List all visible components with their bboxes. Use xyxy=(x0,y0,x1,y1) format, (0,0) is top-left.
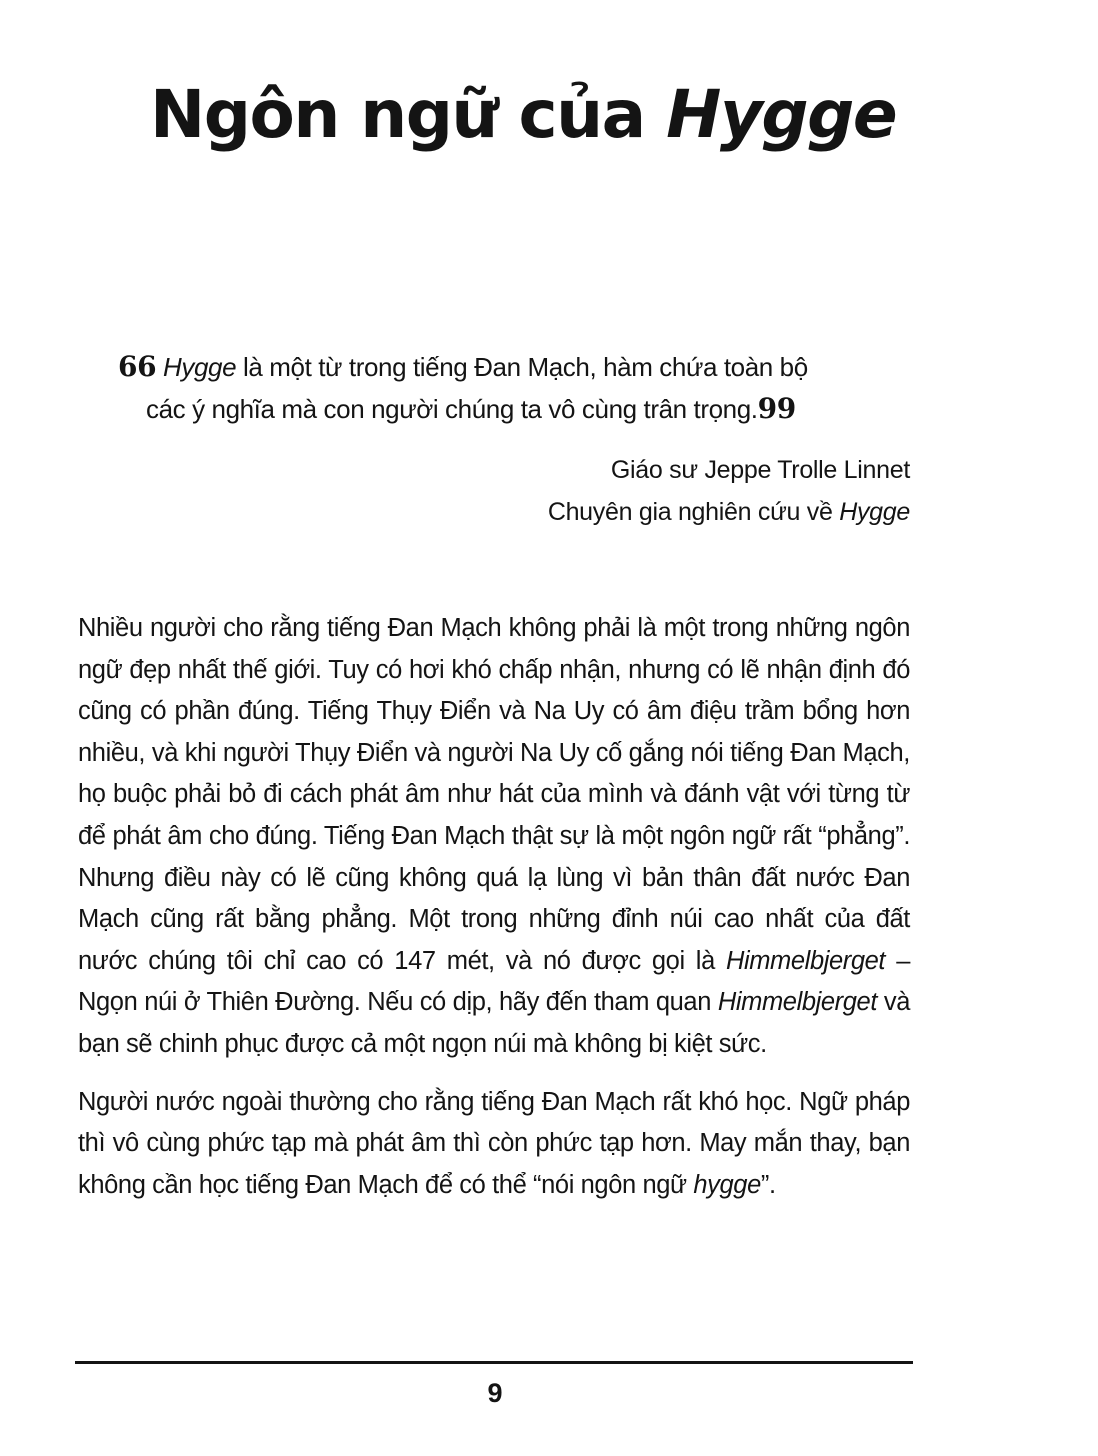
paragraph-1-part-a: Nhiều người cho rằng tiếng Đan Mạch không phải là một trong những ngôn ngữ đẹp nhất thế giới. Tuy có hơi khó chấp nhận, nhưng có lẽ nhận định đó cũng có phần đúng. Tiếng Thụy Điển và Na Uy có âm điệu trầm bổng hơn nhiều, và khi người Thụy Điển và người Na Uy cố gắng nói tiếng Đan Mạch, họ buộc phải bỏ đi cách phát âm như hát của mình và đánh vật với từng từ để phát âm cho đúng. Tiếng Đan Mạch thật sự là một ngôn ngữ rất “phẳng”. Nhưng điều này có lẽ cũng không quá lạ lùng vì bản thân đất nước Đan Mạch cũng rất bằng phẳng. Một trong những đỉnh núi cao nhất của đất nước chúng tôi chỉ cao có 147 mét, và nó được gọi là xyxy=(78,614,910,975)
chapter-title-emphasis: Hygge xyxy=(666,76,897,153)
paragraph-1 xyxy=(78,608,910,1066)
paragraph-1-part-b: – Ngọn núi ở Thiên Đường. Nếu có dịp, hãy đến tham quan xyxy=(78,946,910,1017)
paragraph-2 xyxy=(78,1082,910,1207)
page-number: 9 xyxy=(487,1378,503,1408)
quote-line-1 xyxy=(118,346,918,388)
open-quote-mark: 66 xyxy=(118,350,157,383)
chapter-title xyxy=(150,76,897,153)
attribution-role xyxy=(548,491,910,533)
paragraph-2-part-b: ”. xyxy=(760,1170,776,1199)
paragraph-2-emphasis: hygge xyxy=(693,1170,761,1199)
footer-divider xyxy=(75,1361,913,1364)
close-quote-mark: 99 xyxy=(757,392,796,425)
quote-emphasis: Hygge xyxy=(163,352,237,382)
quote-attribution xyxy=(548,449,910,533)
body-text xyxy=(78,608,910,1206)
paragraph-2-part-a: Người nước ngoài thường cho rằng tiếng Đan Mạch rất khó học. Ngữ pháp thì vô cùng phức tạp mà phát âm thì còn phức tạp hơn. May mắn thay, bạn không cần học tiếng Đan Mạch để có thể “nói ngôn ngữ xyxy=(78,1087,910,1199)
chapter-title-text: Ngôn ngữ của xyxy=(150,76,667,153)
quote-line-2-text: các ý nghĩa mà con người chúng ta vô cùng trân trọng. xyxy=(146,394,758,424)
attribution-name: Giáo sư Jeppe Trolle Linnet xyxy=(610,456,910,484)
paragraph-1-emphasis-1: Himmelbjerget xyxy=(725,946,886,975)
paragraph-1-part-c: và bạn sẽ chinh phục được cả một ngọn núi mà không bị kiệt sức. xyxy=(78,988,910,1058)
quote-line-1-text: là một từ trong tiếng Đan Mạch, hàm chứa toàn bộ xyxy=(236,352,808,382)
attribution-role-emphasis: Hygge xyxy=(839,498,910,526)
paragraph-1-emphasis-2: Himmelbjerget xyxy=(717,988,878,1017)
quote-line-2 xyxy=(118,388,918,430)
epigraph-quote xyxy=(118,346,918,430)
attribution-role-text: Chuyên gia nghiên cứu về xyxy=(547,498,840,526)
